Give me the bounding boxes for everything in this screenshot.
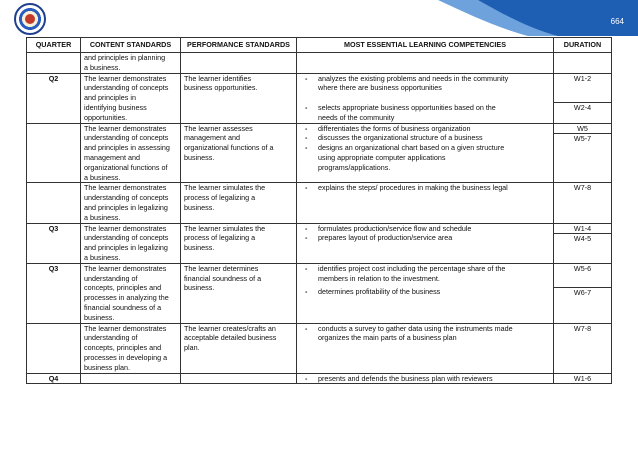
cell-line: financial soundness of a — [184, 273, 262, 283]
cell-content — [81, 373, 181, 384]
cell-duration — [554, 53, 612, 74]
cell-line: and principles in assessing — [84, 143, 170, 153]
page-header — [0, 0, 638, 40]
cell-duration: W6-7 — [554, 287, 612, 323]
cell-line: and principles in — [84, 93, 136, 103]
table-row — [27, 223, 612, 234]
seal-icon — [14, 3, 46, 35]
cell-competencies — [297, 53, 554, 74]
cell-line: a business. — [84, 252, 121, 262]
cell-quarter — [27, 53, 81, 74]
cell-line: The learner identifies — [184, 73, 252, 83]
cell-line: The learner assesses — [184, 123, 253, 133]
cell-content — [81, 53, 181, 74]
cell-line: organizes the main parts of a business plan — [318, 333, 457, 343]
cell-competencies — [297, 263, 554, 323]
cell-performance — [181, 323, 297, 373]
cell-quarter: Q3 — [27, 263, 81, 323]
dash-icon: - — [305, 373, 308, 383]
header-performance-standards: PERFORMANCE STANDARDS — [181, 38, 297, 53]
cell-line: determines profitability of the business — [318, 287, 441, 297]
cell-line: understanding of — [84, 273, 138, 283]
competency-item — [300, 124, 550, 134]
cell-performance — [181, 73, 297, 123]
cell-duration: W5 — [554, 123, 612, 134]
spacer — [300, 93, 550, 103]
cell-line: business plan. — [84, 362, 130, 372]
cell-line: The learner simulates the — [184, 183, 266, 193]
dash-icon: - — [305, 73, 308, 83]
cell-line: conducts a survey to gather data using the instruments made — [318, 323, 513, 333]
cell-line: understanding of concepts — [84, 193, 169, 203]
header-competencies: MOST ESSENTIAL LEARNING COMPETENCIES — [297, 38, 554, 53]
table-row — [27, 73, 612, 102]
table-row — [27, 373, 612, 384]
cell-line: using appropriate computer applications — [318, 152, 446, 162]
cell-duration: W4-5 — [554, 234, 612, 263]
cell-line: a business. — [84, 212, 121, 222]
dash-icon: - — [305, 183, 308, 193]
header-duration: DURATION — [554, 38, 612, 53]
cell-content — [81, 323, 181, 373]
cell-line: process of legalizing a — [184, 193, 256, 203]
cell-line: acceptable detailed business — [184, 333, 277, 343]
curriculum-table — [26, 37, 612, 384]
cell-line: business. — [184, 202, 215, 212]
cell-line: selects appropriate business opportunities based on the — [318, 102, 496, 112]
dash-icon: - — [305, 123, 308, 133]
cell-line: processes in analyzing the — [84, 293, 169, 303]
cell-competencies — [297, 73, 554, 123]
cell-content — [81, 183, 181, 223]
cell-quarter: Q4 — [27, 373, 81, 384]
cell-line: The learner demonstrates — [84, 73, 167, 83]
cell-competencies — [297, 373, 554, 384]
cell-line: needs of the community — [318, 112, 395, 122]
table-row — [27, 53, 612, 74]
cell-line: The learner demonstrates — [84, 123, 167, 133]
cell-line: concepts, principles and — [84, 343, 162, 353]
dash-icon: - — [305, 263, 308, 273]
cell-line: The learner simulates the — [184, 223, 266, 233]
cell-line: designs an organizational chart based on a given structure — [318, 143, 505, 153]
cell-line: a business. — [84, 62, 121, 72]
dash-icon: - — [305, 143, 308, 153]
cell-competencies — [297, 123, 554, 183]
dash-icon: - — [305, 233, 308, 243]
cell-line: financial soundness of a — [84, 302, 162, 312]
table-header-row — [27, 38, 612, 53]
cell-line: where there are business opportunities — [318, 83, 442, 93]
cell-competencies — [297, 323, 554, 373]
cell-duration: W5-7 — [554, 134, 612, 183]
cell-performance — [181, 53, 297, 74]
cell-content — [81, 263, 181, 323]
cell-content — [81, 223, 181, 263]
dash-icon: - — [305, 223, 308, 233]
cell-duration: W1-6 — [554, 373, 612, 384]
cell-line: members in relation to the investment. — [318, 273, 440, 283]
cell-line: explains the steps/ procedures in making the business legal — [318, 183, 508, 193]
cell-competencies — [297, 223, 554, 263]
cell-line: management and — [184, 133, 240, 143]
cell-line: identifying business — [84, 102, 147, 112]
competency-item — [300, 103, 550, 123]
cell-performance — [181, 263, 297, 323]
cell-duration: W1-2 — [554, 73, 612, 102]
cell-line: business opportunities. — [184, 83, 258, 93]
cell-content — [81, 73, 181, 123]
cell-line: identifies project cost including the percentage share of the — [318, 263, 506, 273]
table-row — [27, 183, 612, 223]
cell-line: plan. — [184, 343, 200, 353]
page-number: 664 — [610, 17, 624, 26]
cell-line: business. — [184, 152, 215, 162]
cell-line: understanding of — [84, 333, 138, 343]
cell-line: and principles in legalizing — [84, 202, 168, 212]
cell-quarter — [27, 123, 81, 183]
dash-icon: - — [305, 323, 308, 333]
cell-line: presents and defends the business plan with reviewers — [318, 373, 493, 383]
dash-icon: - — [305, 287, 308, 297]
table-row — [27, 123, 612, 134]
cell-line: The learner demonstrates — [84, 263, 167, 273]
cell-line: concepts, principles and — [84, 283, 162, 293]
dash-icon: - — [305, 102, 308, 112]
cell-performance — [181, 183, 297, 223]
header-quarter: QUARTER — [27, 38, 81, 53]
cell-performance — [181, 373, 297, 384]
cell-duration: W7-8 — [554, 183, 612, 223]
cell-quarter: Q3 — [27, 223, 81, 263]
cell-quarter: Q2 — [27, 73, 81, 123]
cell-line: The learner demonstrates — [84, 183, 167, 193]
cell-line: understanding of concepts — [84, 133, 169, 143]
cell-performance — [181, 223, 297, 263]
cell-line: analyzes the existing problems and needs in the community — [318, 73, 509, 83]
competency-item — [300, 143, 550, 172]
dash-icon: - — [305, 133, 308, 143]
cell-duration: W2-4 — [554, 102, 612, 123]
cell-line: and principles in planning — [84, 53, 166, 62]
cell-performance — [181, 123, 297, 183]
cell-line: organizational functions of a — [184, 143, 274, 153]
cell-line: understanding of concepts — [84, 233, 169, 243]
competency-item — [300, 264, 550, 284]
cell-content — [81, 123, 181, 183]
cell-line: understanding of concepts — [84, 83, 169, 93]
cell-quarter — [27, 323, 81, 373]
competency-item — [300, 74, 550, 94]
cell-competencies — [297, 183, 554, 223]
cell-line: a business. — [84, 172, 121, 182]
cell-line: The learner demonstrates — [84, 223, 167, 233]
cell-line: The learner creates/crafts an — [184, 323, 276, 333]
table-row — [27, 323, 612, 373]
header-swoosh — [408, 0, 638, 36]
cell-duration: W1-4 — [554, 223, 612, 234]
header-content-standards: CONTENT STANDARDS — [81, 38, 181, 53]
cell-line: business. — [84, 312, 115, 322]
cell-line: management and — [84, 152, 140, 162]
cell-line: The learner determines — [184, 263, 259, 273]
competency-item — [300, 374, 550, 384]
competency-item — [300, 324, 550, 344]
cell-line: process of legalizing a — [184, 233, 256, 243]
competency-item — [300, 233, 550, 243]
cell-line: programs/applications. — [318, 162, 391, 172]
cell-line: and principles in legalizing — [84, 243, 168, 253]
competency-item — [300, 183, 550, 193]
competency-item — [300, 224, 550, 234]
cell-line: formulates production/service flow and schedule — [318, 223, 472, 233]
cell-duration: W5-6 — [554, 263, 612, 287]
table-row — [27, 263, 612, 287]
cell-line: opportunities. — [84, 112, 128, 122]
competency-item — [300, 287, 550, 297]
cell-line: The learner demonstrates — [84, 323, 167, 333]
cell-quarter — [27, 183, 81, 223]
cell-line: business. — [184, 283, 215, 293]
cell-line: discusses the organizational structure of a business — [318, 133, 483, 143]
cell-line: processes in developing a — [84, 352, 168, 362]
cell-line: differentiates the forms of business organization — [318, 123, 471, 133]
cell-line: business. — [184, 243, 215, 253]
cell-duration: W7-8 — [554, 323, 612, 373]
cell-line: prepares layout of production/service area — [318, 233, 453, 243]
competency-item — [300, 133, 550, 143]
cell-line: organizational functions of — [84, 162, 168, 172]
